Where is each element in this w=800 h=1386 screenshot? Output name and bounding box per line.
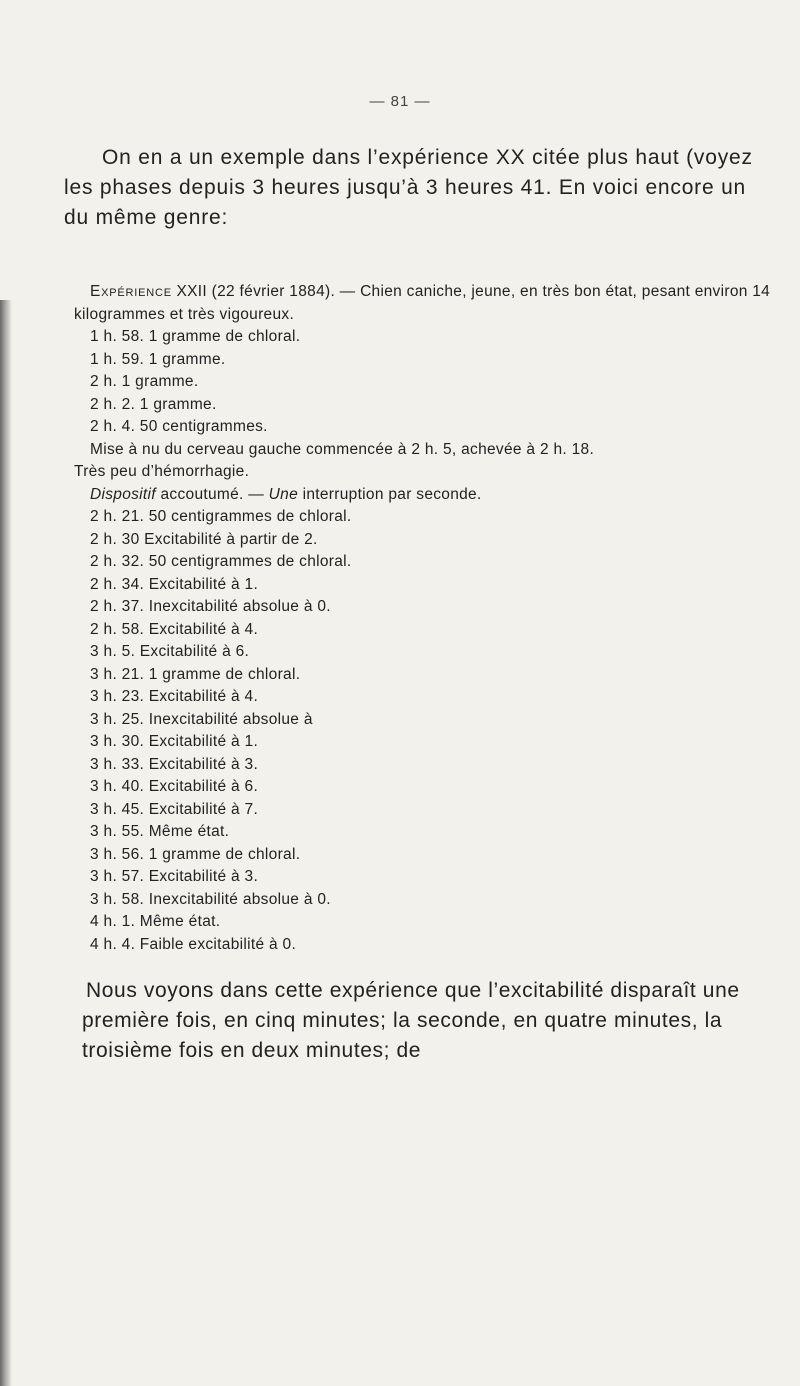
experiment-line: 3 h. 5. Excitabilité à 6.: [90, 643, 250, 660]
binding-shadow: [0, 300, 12, 1386]
intro-paragraph: [64, 143, 764, 233]
experiment-line: 3 h. 45. Excitabilité à 7.: [90, 800, 259, 818]
experiment-line: 2 h. 58. Excitabilité à 4.: [90, 620, 259, 638]
experiment-line: 3 h. 56. 1 gramme de chloral.: [90, 845, 301, 863]
experiment-line: 2 h. 34. Excitabilité à 1.: [90, 575, 259, 593]
experiment-line: 3 h. 58. Inexcitabilité absolue à 0.: [90, 890, 331, 908]
experiment-line: 3 h. 23. Excitabilité à 4.: [90, 688, 259, 705]
experiment-lines-part1: [74, 326, 774, 461]
dispositif-italic: Dispositif: [90, 485, 156, 503]
experiment-label: Expérience: [90, 283, 172, 300]
experiment-line: Mise à nu du cerveau gauche commencée à 2 h. 5, achevée à 2 h. 18.: [90, 440, 595, 458]
experiment-lines-part2: [74, 506, 774, 956]
experiment-line: 2 h. 30 Excitabilité à partir de 2.: [90, 530, 318, 548]
experiment-line: 3 h. 21. 1 gramme de chloral.: [90, 665, 301, 683]
experiment-header-text: XXII (22 février 1884). — Chien caniche, jeune, en très bon état, pesant environ 14 kilogrammes et très vigoureux.: [74, 283, 771, 323]
experiment-header: [74, 281, 774, 326]
dispositif-italic-2: Une: [268, 485, 298, 503]
experiment-line: 2 h. 37. Inexcitabilité absolue à 0.: [90, 598, 331, 615]
hemorrhage-line: Très peu d’hémorrhagie.: [74, 463, 250, 480]
conclusion-text: Nous voyons dans cette expérience que l’excitabilité disparaît une première fois, en cinq minutes; la seconde, en quatre minutes, la troisième fois en deux minutes; de: [82, 979, 740, 1062]
dispositif-mid: accoutumé. —: [160, 485, 265, 503]
experiment-line: 2 h. 4. 50 centigrammes.: [90, 418, 268, 435]
experiment-line: 4 h. 1. Même état.: [90, 913, 221, 930]
intro-text: On en a un exemple dans l’expérience XX citée plus haut (voyez les phases depuis 3 heures jusqu’à 3 heures 41. En voici encore un du même genre:: [64, 146, 753, 229]
experiment-line: 1 h. 59. 1 gramme.: [90, 350, 226, 368]
experiment-line: 3 h. 55. Même état.: [90, 823, 230, 840]
dispositif-end: interruption par seconde.: [302, 485, 482, 503]
dispositif-line: [74, 484, 774, 507]
experiment-line: 2 h. 21. 50 centigrammes de chloral.: [90, 508, 352, 525]
conclusion-paragraph: [82, 976, 772, 1066]
experiment-line: 3 h. 30. Excitabilité à 1.: [90, 733, 259, 750]
page-number: — 81 —: [369, 93, 431, 110]
experiment-line: 4 h. 4. Faible excitabilité à 0.: [90, 935, 297, 953]
experiment-line: 2 h. 2. 1 gramme.: [90, 395, 217, 413]
experiment-line: 1 h. 58. 1 gramme de chloral.: [90, 328, 301, 345]
experiment-line: 2 h. 32. 50 centigrammes de chloral.: [90, 553, 352, 570]
experiment-line: 3 h. 40. Excitabilité à 6.: [90, 778, 259, 795]
experiment-line: 3 h. 33. Excitabilité à 3.: [90, 755, 259, 773]
experiment-line: 3 h. 25. Inexcitabilité absolue à: [90, 710, 313, 728]
experiment-line: 2 h. 1 gramme.: [90, 373, 199, 390]
experiment-line: 3 h. 57. Excitabilité à 3.: [90, 868, 259, 885]
experiment-block: [74, 281, 774, 956]
